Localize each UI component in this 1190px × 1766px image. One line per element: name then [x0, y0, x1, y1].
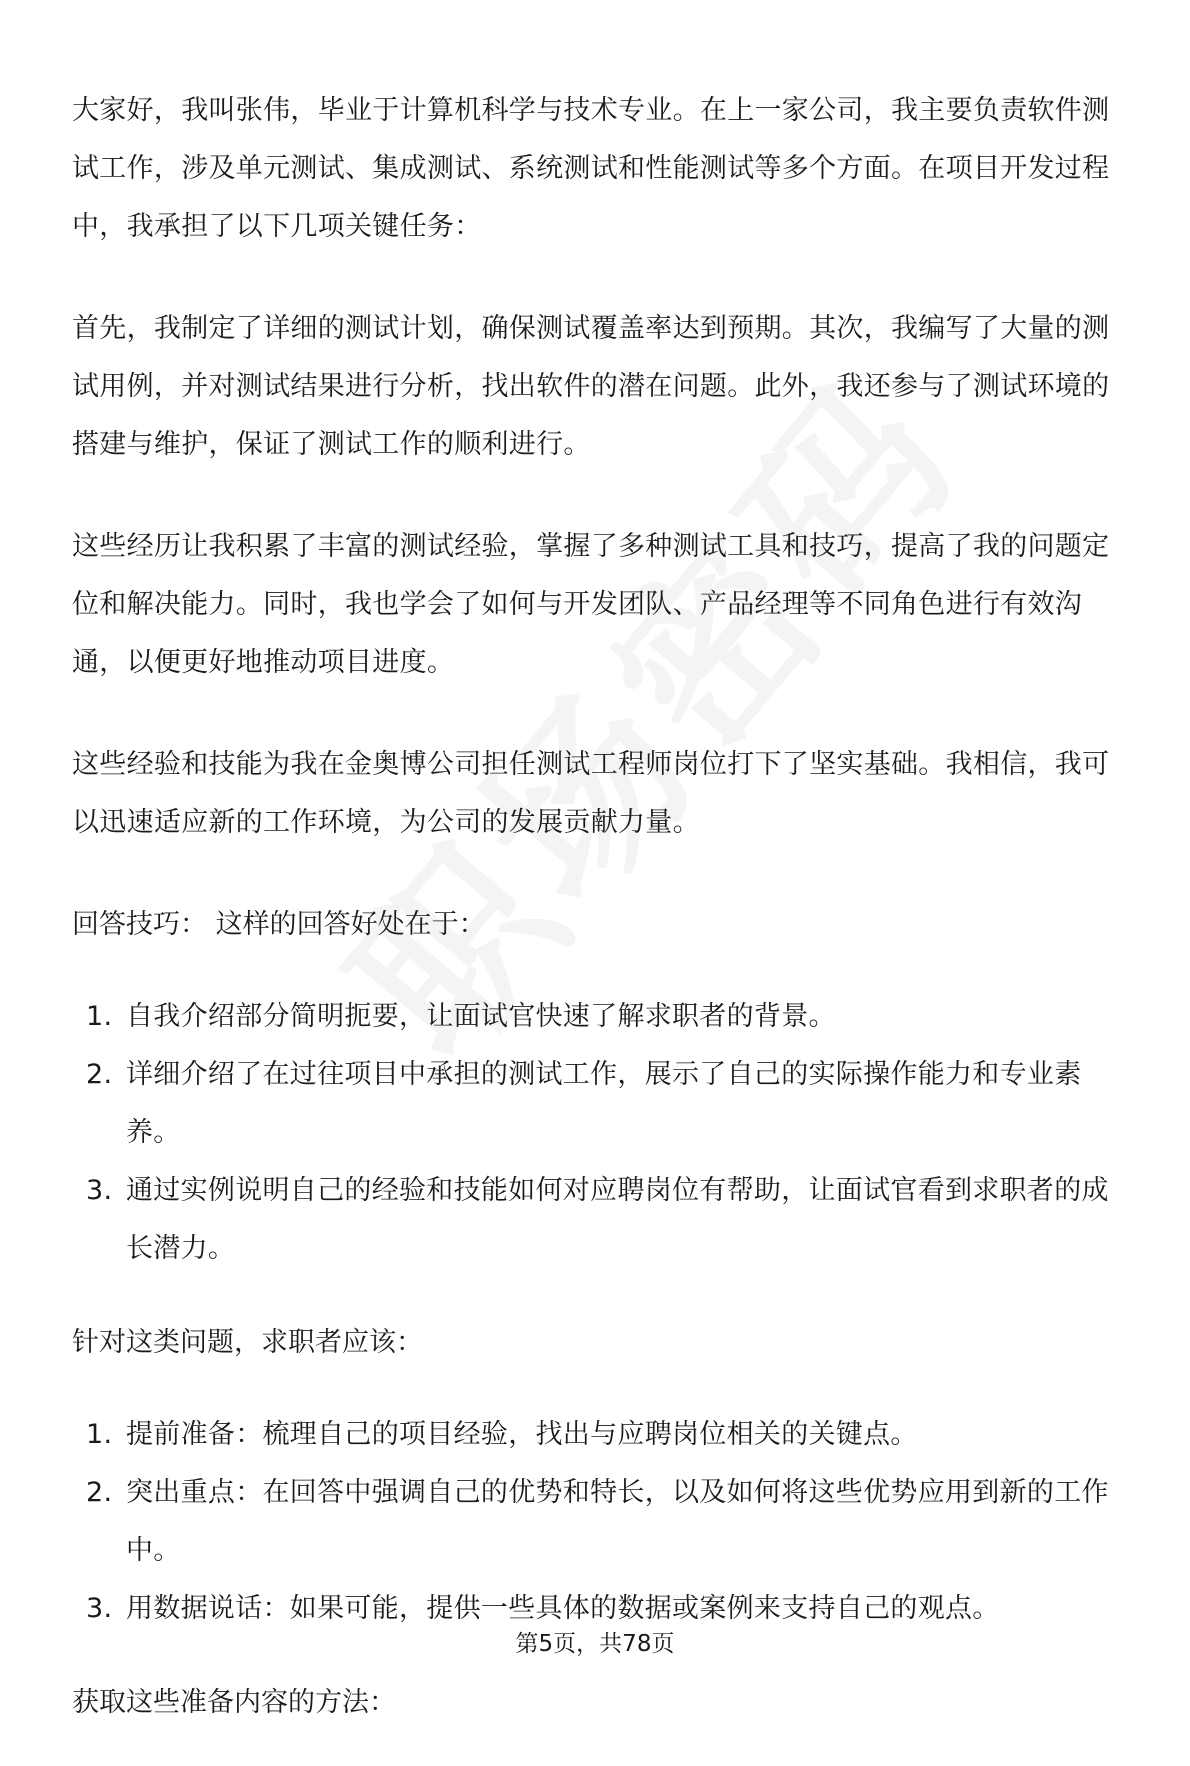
list-item-text: 用数据说话：如果可能，提供一些具体的数据或案例来支持自己的观点。: [126, 1593, 1000, 1624]
list-item: [72, 1464, 1120, 1580]
list-item-text: 突出重点：在回答中强调自己的优势和特长，以及如何将这些优势应用到新的工作中。: [126, 1477, 1109, 1566]
list-item-text: 通过实例说明自己的经验和技能如何对应聘岗位有帮助，让面试官看到求职者的成长潜力。: [126, 1175, 1109, 1264]
tips-list: [72, 988, 1120, 1278]
tips-heading: 回答技巧： 这样的回答好处在于：: [72, 909, 486, 940]
paragraph-experience: 这些经历让我积累了丰富的测试经验，掌握了多种测试工具和技巧，提高了我的问题定位和解决能力。同时，我也学会了如何与开发团队、产品经理等不同角色进行有效沟通，以便更好地推动项目进度。: [72, 531, 1110, 678]
list-item: [72, 1162, 1120, 1278]
list-number: 3.: [86, 1593, 113, 1624]
list-item: [72, 1046, 1120, 1162]
list-item-text: 自我介绍部分简明扼要，让面试官快速了解求职者的背景。: [126, 1001, 836, 1032]
list-item-text: 提前准备：梳理自己的项目经验，找出与应聘岗位相关的关键点。: [126, 1419, 918, 1450]
final-heading: 获取这些准备内容的方法：: [72, 1687, 396, 1718]
list-item: [72, 1406, 1120, 1464]
list-number: 1.: [86, 1001, 113, 1032]
page-footer: 第5页，共78页: [515, 1631, 675, 1657]
list-number: 3.: [86, 1175, 113, 1206]
list-number: 2.: [86, 1059, 113, 1090]
list-item: [72, 988, 1120, 1046]
advice-heading: 针对这类问题，求职者应该：: [72, 1327, 423, 1358]
list-number: 2.: [86, 1477, 113, 1508]
paragraph-intro: 大家好，我叫张伟，毕业于计算机科学与技术专业。在上一家公司，我主要负责软件测试工作，涉及单元测试、集成测试、系统测试和性能测试等多个方面。在项目开发过程中，我承担了以下几项关键任务：: [72, 95, 1110, 242]
advice-list: [72, 1406, 1120, 1638]
paragraph-tasks: 首先，我制定了详细的测试计划，确保测试覆盖率达到预期。其次，我编写了大量的测试用例，并对测试结果进行分析，找出软件的潜在问题。此外，我还参与了测试环境的搭建与维护，保证了测试工作的顺利进行。: [72, 313, 1110, 460]
list-item-text: 详细介绍了在过往项目中承担的测试工作，展示了自己的实际操作能力和专业素养。: [126, 1059, 1082, 1148]
paragraph-conclusion: 这些经验和技能为我在金奥博公司担任测试工程师岗位打下了坚实基础。我相信，我可以迅速适应新的工作环境，为公司的发展贡献力量。: [72, 749, 1110, 838]
document-body: [72, 82, 1120, 1766]
list-number: 1.: [86, 1419, 113, 1450]
